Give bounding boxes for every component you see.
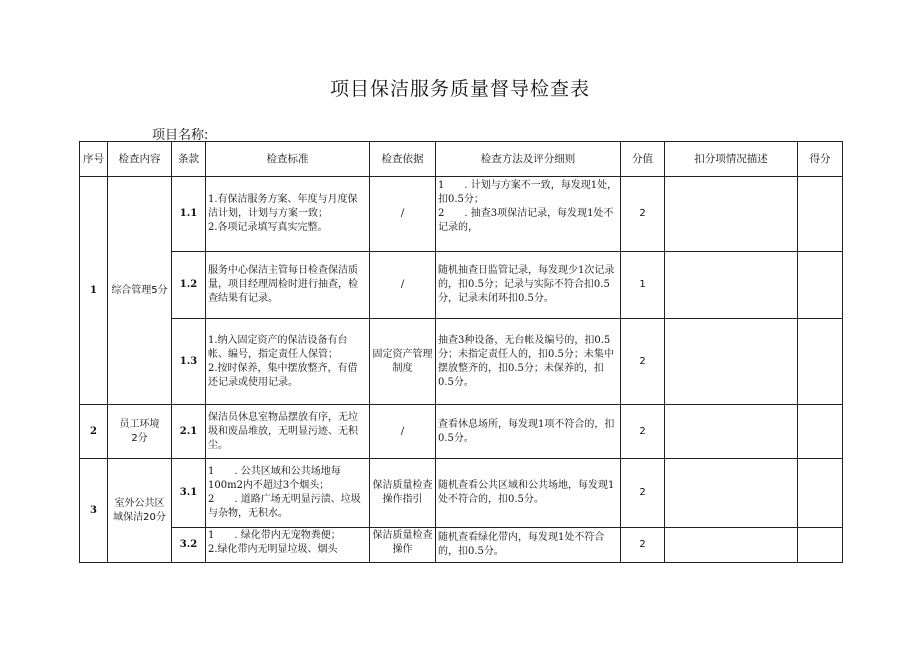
basis-cell: /: [370, 177, 436, 252]
method-cell: [436, 177, 621, 252]
content-label: 员工环境: [119, 418, 160, 430]
content-cell: [108, 405, 172, 459]
score-cell: 2: [621, 459, 665, 528]
standard-cell: [206, 177, 370, 252]
content-cell: 室外公共区域保洁20分: [108, 459, 172, 563]
header-row: [80, 142, 843, 177]
clause-cell: 3.1: [172, 459, 206, 528]
standard-cell: [206, 459, 370, 528]
basis-text: 保洁质量检查操作: [372, 530, 433, 555]
col-header-clause: 条款: [172, 142, 206, 177]
clause-cell: 1.3: [172, 319, 206, 405]
table-row: [80, 528, 843, 563]
score-cell: 2: [621, 528, 665, 563]
score-cell: 1: [621, 252, 665, 319]
method-cell: 随机查看绿化带内，每发现1处不符合的，扣0.5分。: [436, 528, 621, 563]
basis-cell: 固定资产管理制度: [370, 319, 436, 405]
table-row: [80, 319, 843, 405]
col-header-content: 检查内容: [108, 142, 172, 177]
standard-line: 2.各项记录填写真实完整。: [208, 222, 328, 233]
score-cell: 2: [621, 405, 665, 459]
deduction-cell[interactable]: [665, 177, 798, 252]
col-header-score: 分值: [621, 142, 665, 177]
score-cell: 2: [621, 177, 665, 252]
result-cell[interactable]: [798, 319, 843, 405]
standard-line: 1.纳入固定资产的保洁设备有台帐、编号，指定责任人保管；: [208, 334, 348, 360]
deduction-cell[interactable]: [665, 459, 798, 528]
standard-line: 1.有保洁服务方案、年度与月度保洁计划，计划与方案一致；: [208, 194, 358, 219]
basis-cell: /: [370, 405, 436, 459]
table-row: [80, 405, 843, 459]
col-header-seq: 序号: [80, 142, 108, 177]
method-line: 1 . 计划与方案不一致，每发现1处，: [438, 180, 618, 191]
basis-cell: [370, 528, 436, 563]
standard-line: 2.绿化带内无明显垃圾、烟头: [208, 544, 338, 555]
table-row: [80, 252, 843, 319]
deduction-cell[interactable]: [665, 405, 798, 459]
col-header-result: 得分: [798, 142, 843, 177]
deduction-cell[interactable]: [665, 528, 798, 563]
score-cell: 2: [621, 319, 665, 405]
inspection-table: [79, 141, 843, 563]
clause-cell: 3.2: [172, 528, 206, 563]
page-title: 项目保洁服务质量督导检查表: [329, 78, 590, 100]
clause-cell: 2.1: [172, 405, 206, 459]
method-cell: 随机查看公共区域和公共场地，每发现1处不符合的，扣0.5分。: [436, 459, 621, 528]
col-header-method: 检查方法及评分细则: [436, 142, 621, 177]
basis-cell: /: [370, 252, 436, 319]
col-header-basis: 检查依据: [370, 142, 436, 177]
standard-cell: [206, 319, 370, 405]
seq-cell: 2: [80, 405, 108, 459]
table-row: [80, 177, 843, 252]
standard-cell: 保洁员休息室物品摆放有序，无垃圾和废品堆放，无明显污迹、无积尘。: [206, 405, 370, 459]
table-row: [80, 459, 843, 528]
standard-line: 1 . 公共区域和公共场地每100m2内不超过3个烟头；: [208, 466, 341, 491]
seq-cell: 1: [80, 177, 108, 405]
method-line: 扣0.5分；: [438, 194, 484, 205]
method-cell: 随机抽查日监管记录，每发现少1次记录的，扣0.5分；记录与实际不符合扣0.5分，记录未闭环扣0.5分。: [436, 252, 621, 319]
method-line: 2 . 抽查3项保洁记录，每发现1处不记录的，: [438, 208, 614, 233]
clause-cell: 1.2: [172, 252, 206, 319]
result-cell[interactable]: [798, 459, 843, 528]
deduction-cell[interactable]: [665, 319, 798, 405]
content-points: 2分: [131, 432, 148, 444]
content-cell: 综合管理5分: [108, 177, 172, 405]
result-cell[interactable]: [798, 177, 843, 252]
result-cell[interactable]: [798, 405, 843, 459]
standard-cell: [206, 528, 370, 563]
standard-line: 1 . 绿化带内无宠物粪便；: [208, 530, 341, 541]
clause-cell: 1.1: [172, 177, 206, 252]
deduction-cell[interactable]: [665, 252, 798, 319]
result-cell[interactable]: [798, 528, 843, 563]
col-header-deduction: 扣分项情况描述: [665, 142, 798, 177]
method-cell: 抽查3种设备，无台帐及编号的，扣0.5分；未指定责任人的，扣0.5分；未集中摆放整齐的，扣0.5分；未保养的，扣0.5分。: [436, 319, 621, 405]
basis-cell: 保洁质量检查操作指引: [370, 459, 436, 528]
standard-line: 2.按时保养，集中摆放整齐，有借还记录或使用记录。: [208, 362, 358, 388]
project-name-label: 项目名称:: [152, 128, 209, 143]
seq-cell: 3: [80, 459, 108, 563]
standard-cell: 服务中心保洁主管每日检查保洁质量，项目经理周检时进行抽查，检查结果有记录。: [206, 252, 370, 319]
col-header-standard: 检查标准: [206, 142, 370, 177]
standard-line: 2 . 道路广场无明显污渍、垃圾与杂物，无积水。: [208, 494, 361, 519]
result-cell[interactable]: [798, 252, 843, 319]
method-cell: 查看休息场所，每发现1项不符合的，扣0.5分。: [436, 405, 621, 459]
